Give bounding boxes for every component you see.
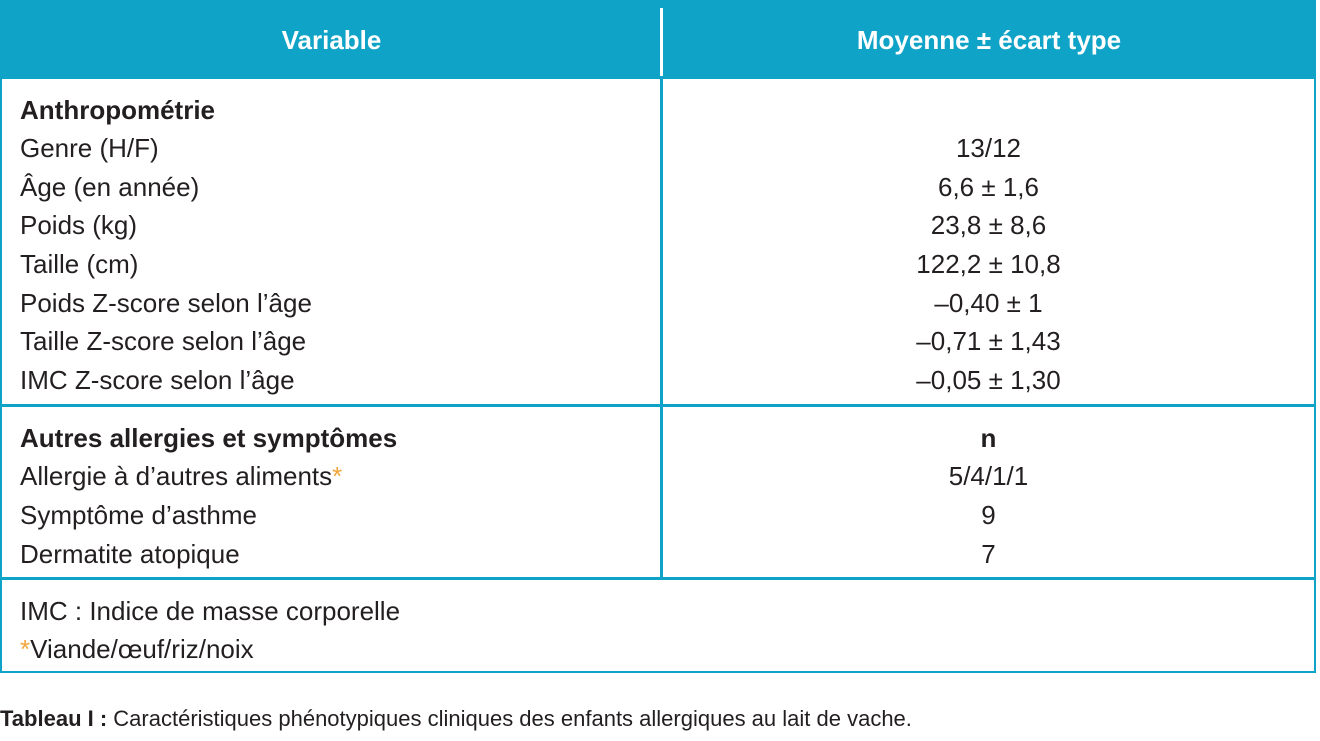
row-label: Âge (en année): [20, 172, 200, 202]
section-title-anthropometrie: Anthropométrie: [20, 95, 215, 125]
table-row: [2, 168, 1314, 206]
table-row: [2, 206, 1314, 244]
table-row: [2, 129, 1314, 167]
footnote-asterisk: *: [332, 461, 343, 491]
row-label: Poids Z-score selon l’âge: [20, 288, 312, 318]
row-value: 7: [981, 539, 996, 569]
table-caption: [0, 706, 912, 732]
section-title-allergies: Autres allergies et symptômes: [20, 423, 398, 453]
table-row: [2, 245, 1314, 283]
table-row: [2, 284, 1314, 322]
footnote-divider: [2, 577, 1314, 580]
row-value: –0,40 ± 1: [934, 288, 1043, 318]
caption-text: Caractéristiques phénotypiques cliniques des enfants allergiques au lait de vache.: [113, 706, 912, 731]
row-label-text: Allergie à d’autres aliments: [20, 461, 333, 491]
section-count-header: n: [980, 423, 997, 453]
row-label: Dermatite atopique: [20, 539, 240, 569]
row-value: –0,71 ± 1,43: [916, 326, 1061, 356]
row-label: Poids (kg): [20, 210, 138, 240]
row-value: –0,05 ± 1,30: [916, 365, 1061, 395]
row-label: IMC Z-score selon l’âge: [20, 365, 295, 395]
table-row: [2, 322, 1314, 360]
table-row: [2, 361, 1314, 399]
table-row: [2, 457, 1314, 495]
row-label: [20, 457, 342, 495]
footnote-row: [2, 592, 1314, 630]
row-label: Symptôme d’asthme: [20, 500, 257, 530]
footnote-imc: IMC : Indice de masse corporelle: [20, 596, 401, 626]
caption-label: Tableau I :: [0, 706, 108, 731]
row-label: Genre (H/F): [20, 133, 159, 163]
section-title-row: [2, 419, 1314, 457]
footnote-foods: [20, 630, 254, 668]
table-row: [2, 535, 1314, 573]
table-row: [2, 496, 1314, 534]
section-divider: [2, 404, 1314, 407]
section-title-row: [2, 91, 1314, 129]
row-value: 122,2 ± 10,8: [916, 249, 1061, 279]
row-value: 23,8 ± 8,6: [930, 210, 1047, 240]
row-label: Taille Z-score selon l’âge: [20, 326, 307, 356]
footnote-asterisk: *: [20, 634, 31, 664]
footnote-row: [2, 630, 1314, 668]
row-value: 13/12: [955, 133, 1022, 163]
footnote-foods-text: Viande/œuf/riz/noix: [30, 634, 254, 664]
row-value: 5/4/1/1: [948, 461, 1029, 491]
row-label: Taille (cm): [20, 249, 139, 279]
row-value: 9: [981, 500, 996, 530]
table-header: [2, 2, 1314, 79]
header-divider: [660, 8, 663, 76]
header-variable: Variable: [281, 25, 382, 55]
header-mean-sd: Moyenne ± écart type: [856, 25, 1122, 55]
row-value: 6,6 ± 1,6: [937, 172, 1039, 202]
